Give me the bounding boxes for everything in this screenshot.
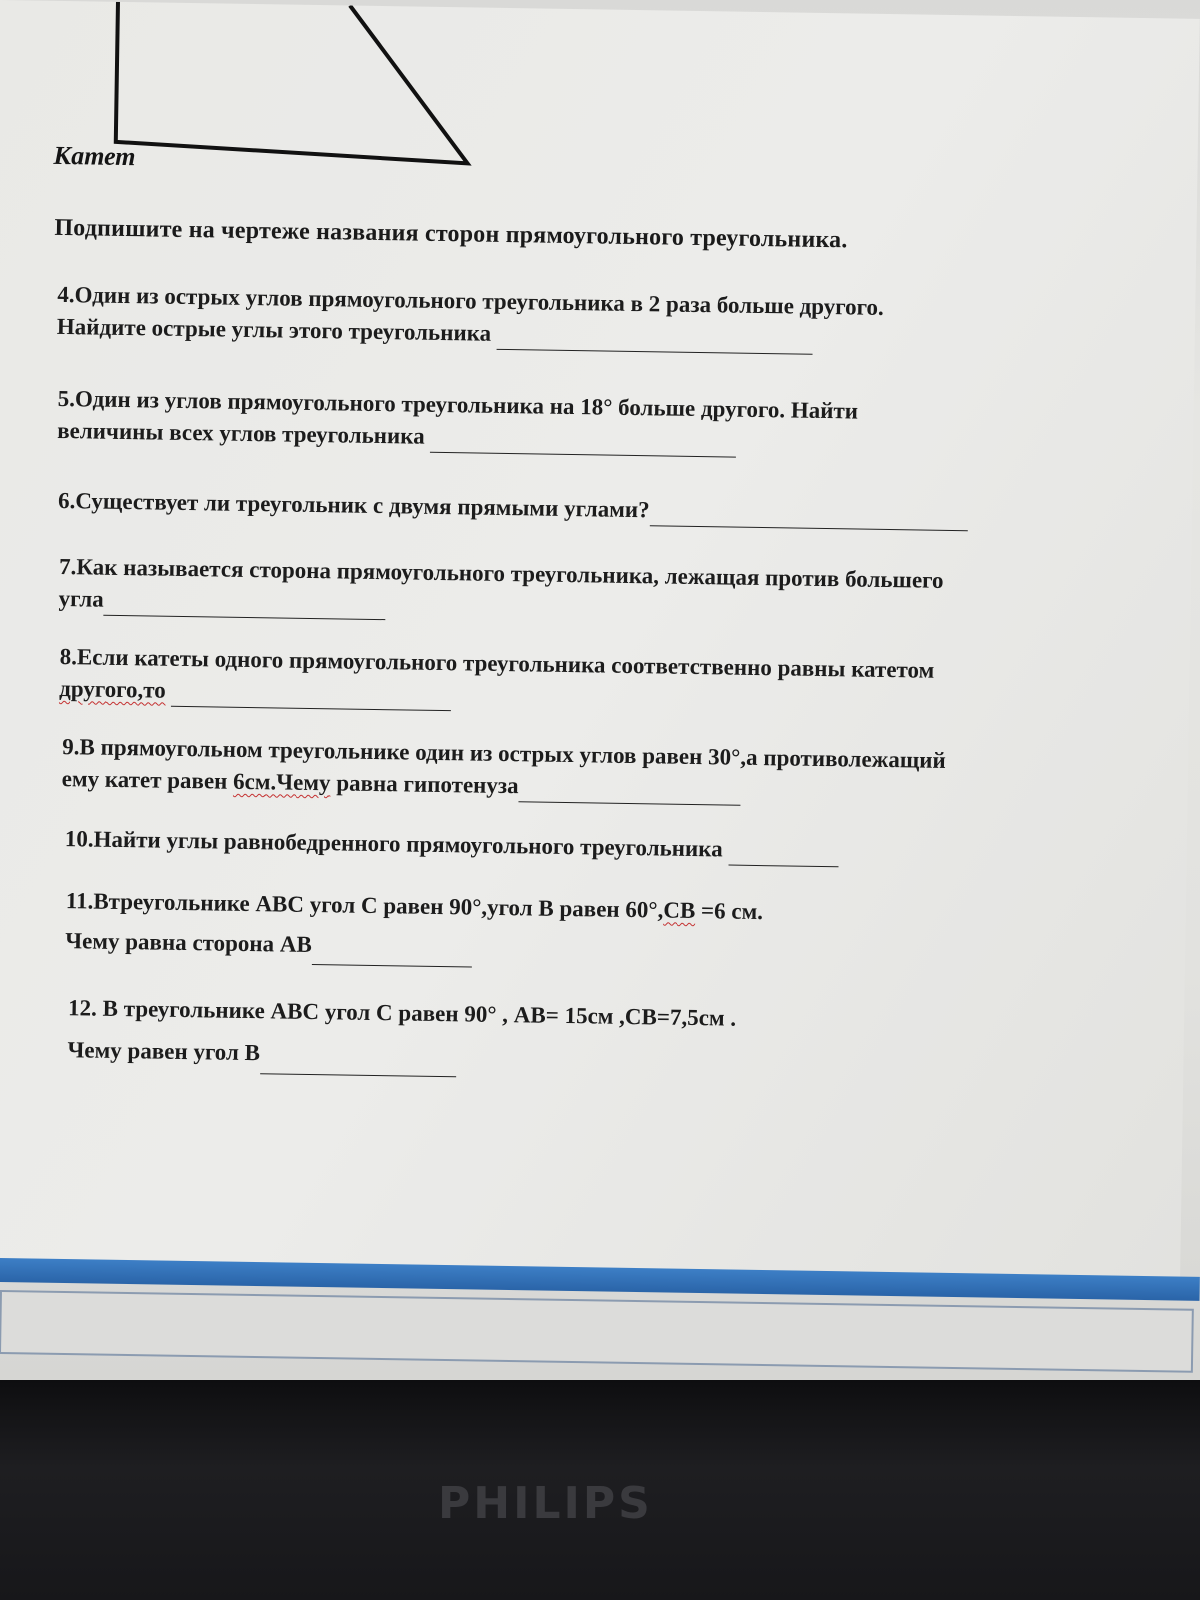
window-bottom-panel [0, 1290, 1194, 1373]
answer-blank-6[interactable] [649, 501, 967, 531]
leg-label: Катет [53, 140, 136, 172]
question-8-text: 8.Если катеты одного прямоугольного треугольника соответственно равны катетом [59, 644, 935, 683]
question-8-text-2: другого,то [58, 676, 167, 703]
monitor-brand-logo: PHILIPS [438, 1478, 653, 1529]
question-10-text: 10.Найти углы равнобедренного прямоугольного треугольника [64, 826, 723, 862]
question-12-text: 12. В треугольнике АВС угол С равен 90° , АВ= 15см ,СВ=7,5см . [67, 995, 737, 1031]
question-5-text-2: величины всех углов треугольника [57, 417, 425, 449]
question-11-text-c: =6 см. [695, 898, 764, 925]
question-5-text: 5.Один из углов прямоугольного треугольника на 18° больше другого. Найти [57, 385, 859, 424]
triangle-outline [116, 2, 470, 164]
question-5 [57, 383, 1158, 464]
question-7-text: 7.Как называется сторона прямоугольного треугольника, лежащая против большего [58, 553, 944, 593]
question-12-text-2: Чему равен угол В [67, 1037, 261, 1066]
question-4-text: 4.Один из острых углов прямоугольного треугольника в 2 раза больше другого. [57, 281, 884, 320]
question-9-text: 9.В прямоугольном треугольнике один из острых углов равен 30°,а противолежащий [62, 734, 946, 773]
question-11-text-a: 11.Втреугольнике АВС угол С равен 90°,угол В равен 60°, [65, 888, 664, 923]
question-7-text-2: угла [58, 585, 104, 612]
question-6 [58, 485, 1158, 534]
answer-blank-5[interactable] [430, 428, 736, 458]
question-11 [65, 881, 1166, 978]
question-9-text-2c: равна гипотенуза [330, 770, 519, 799]
question-8 [59, 641, 1160, 722]
answer-blank-10[interactable] [728, 841, 838, 868]
answer-blank-8[interactable] [171, 682, 451, 711]
question-11-text-b: СВ [663, 897, 696, 924]
answer-blank-4[interactable] [497, 325, 813, 355]
question-9 [62, 731, 1163, 812]
question-12 [67, 987, 1168, 1088]
question-7 [58, 551, 1159, 632]
answer-blank-11[interactable] [312, 940, 472, 968]
question-10 [65, 823, 1165, 872]
question-11-text-2: Чему равна сторона АВ [65, 928, 313, 958]
question-9-text-2a: ему катет равен [61, 766, 234, 794]
question-4 [57, 279, 1158, 360]
question-4-text-2: Найдите острые углы этого треугольника [56, 313, 492, 346]
answer-blank-12[interactable] [260, 1049, 456, 1077]
answer-blank-7[interactable] [104, 591, 386, 620]
answer-blank-9[interactable] [518, 777, 740, 805]
question-6-text: 6.Существует ли треугольник с двумя прямыми углами? [57, 487, 650, 523]
question-9-text-2b: 6см.Чему [232, 768, 331, 796]
instruction-heading: Подпишите на чертеже названия сторон прямоугольного треугольника. [54, 214, 848, 254]
